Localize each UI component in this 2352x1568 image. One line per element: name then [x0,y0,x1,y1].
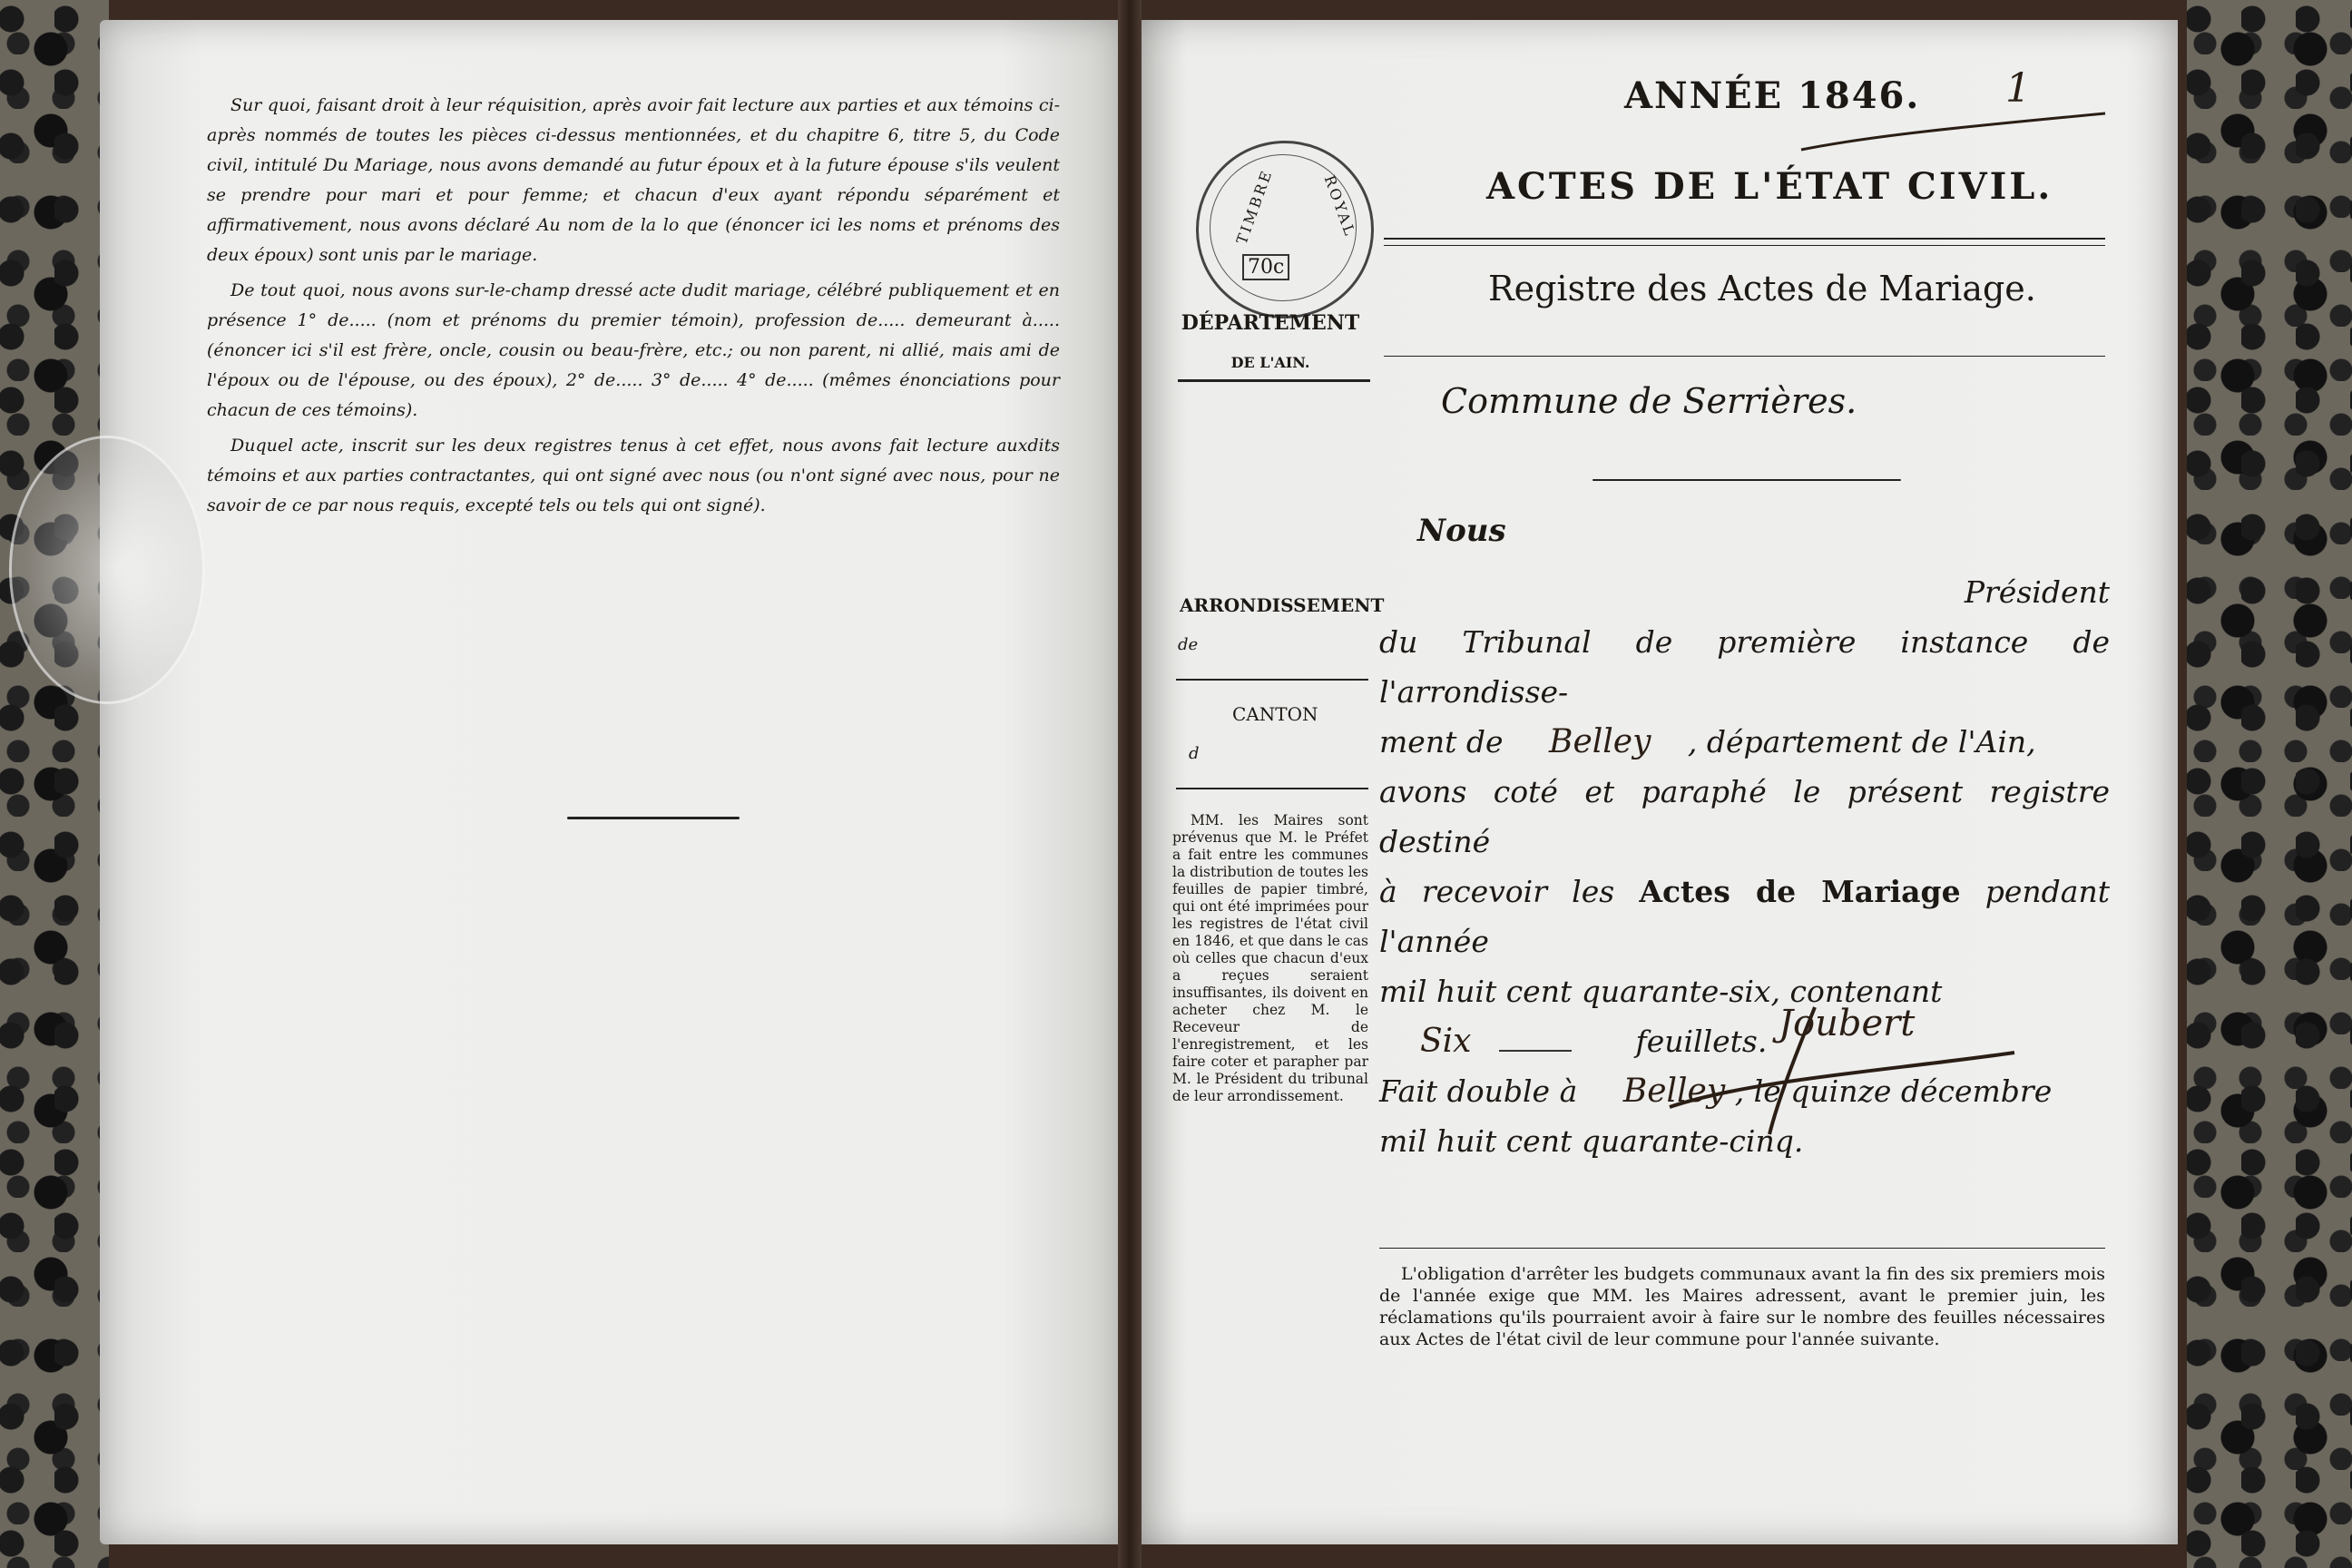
left-paragraph-1: Sur quoi, faisant droit à leur réquisition, après avoir fait lecture aux parties et aux témoins ci-après nommés de toutes les pièces ci-dessus mentionnées, et du chapitre 6, titre 5, du Code civil, intitulé Du Mariage, nous avons demandé au futur époux et à la future épouse s'ils veulent se prendre pour mari et pour femme; et chacun d'eux ayant répondu séparément et affirmativement, nous avons déclaré Au nom de la lo que (énoncer ici les noms et prénoms des deux époux) sont unis par le mariage. [207,95,1060,265]
mayors-notice: MM. les Maires sont prévenus que M. le Préfet a fait entre les communes la distribution de toutes les feuilles de papier timbré, qui ont été imprimées pour les registres de l'état civil en 1846, et que dans le cas où celles que chacun d'eux a reçues seraient insuffisantes, ils doivent en acheter chez M. le Receveur de l'enregistrement, et les faire coter et parapher par M. le Président du tribunal de leur arrondissement. [1172,812,1368,1104]
marbled-cover-right [2187,0,2352,1568]
department-label [1175,304,1366,382]
department-name: DÉPARTEMENT [1181,311,1360,335]
stamp-seal [1196,141,1374,318]
marbled-cover-left [0,0,109,1568]
arrondissement-rule [1176,679,1368,681]
canton-rule [1176,788,1368,789]
handwritten-belley-1: Belley [1548,723,1651,760]
canton-label: CANTON [1232,703,1318,725]
seal-text-right: ROYAL [1320,172,1360,240]
arrondissement-line [1379,717,2110,767]
left-ornament-divider [567,817,740,819]
line7-b: , le quinze décembre [1734,1073,2053,1109]
tribunal-line: du Tribunal de première instance de l'arrondisse- [1379,624,2110,710]
handwritten-six: Six [1420,1023,1472,1060]
page-clip-weight [9,436,205,704]
line2-b: , département de l'Ain, [1687,724,2036,760]
line4-c: pendant l'année [1379,874,2110,959]
year-heading: ANNÉE 1846. [1624,74,1921,117]
signature-flourish [1661,998,2024,1143]
canton-d: d [1189,744,1200,763]
line4-a: à recevoir les [1379,874,1615,909]
left-paragraph-2: De tout quoi, nous avons sur-le-champ dressé acte dudit mariage, célébré publiquement et en présence 1° de..... (nom et prénoms du premier témoin), profession de..... demeurant à..... (énoncer ici s'il est frère, oncle, cousin ou beau-frère, etc.; ou non parent, ni allié, mais ami de l'époux ou de l'épouse, ou des époux), 2° de..... 3° de..... 4° de..... (mêmes énonciations pour chacun de ces témoins). [207,280,1060,420]
folio-flourish [1797,109,2123,163]
year-line: mil huit cent quarante-six, contenant [1379,974,1943,1009]
seal-text-left: TIMBRE [1232,166,1277,247]
title-rule-1 [1384,238,2105,240]
line6-b: feuillets. [1635,1024,1768,1059]
seal-price: 70c [1242,254,1289,280]
page-title: ACTES DE L'ÉTAT CIVIL. [1486,165,2053,208]
footnote-rule [1379,1248,2105,1249]
left-paragraph-3: Duquel acte, inscrit sur les deux registres tenus à cet effet, nous avons fait lecture auxdits témoins et aux parties contractantes, qui ont signé avec nous (ou n'ont signé avec nous, pour ne savoir de ce par nous requis, excepté tels ou tels qui ont signé). [207,436,1060,515]
department-sub: DE L'AIN. [1230,354,1310,371]
nous-heading: Nous [1417,513,1506,549]
book-gutter [1118,0,1142,1568]
title-rule-2 [1384,245,2105,246]
dept-rule [1178,379,1370,382]
commune-ornament [1592,479,1901,481]
arrondissement-de: de [1178,635,1199,654]
left-page-text [207,91,1060,526]
commune-line: Commune de Serrières. [1441,381,1857,421]
line2-a: ment de [1379,724,1504,760]
receive-line [1379,867,2110,966]
register-title: Registre des Actes de Mariage. [1488,269,2036,309]
register-rule [1384,356,2105,357]
arrondissement-label: ARRONDISSEMENT [1180,594,1385,616]
line4-b: Actes de Mariage [1639,874,1961,909]
president-line: Président [1964,574,2110,610]
paraph-line: avons coté et paraphé le présent registre destiné [1379,774,2110,859]
signature-text: Joubert [1779,1003,1916,1044]
line7-a: Fait double à [1379,1073,1578,1109]
handwritten-belley-2: Belley [1622,1073,1726,1110]
folio-number: 1 [2005,65,2031,112]
date-line: mil huit cent quarante-cinq. [1379,1123,1804,1159]
footnote: L'obligation d'arrêter les budgets communaux avant la fin des six premiers mois de l'année exige que MM. les Maires adressent, avant le premier juin, les réclamations qu'ils pourraient avoir à faire sur le nombre des feuilles nécessaires aux Actes de l'état civil de leur commune pour l'année suivante. [1379,1264,2105,1349]
